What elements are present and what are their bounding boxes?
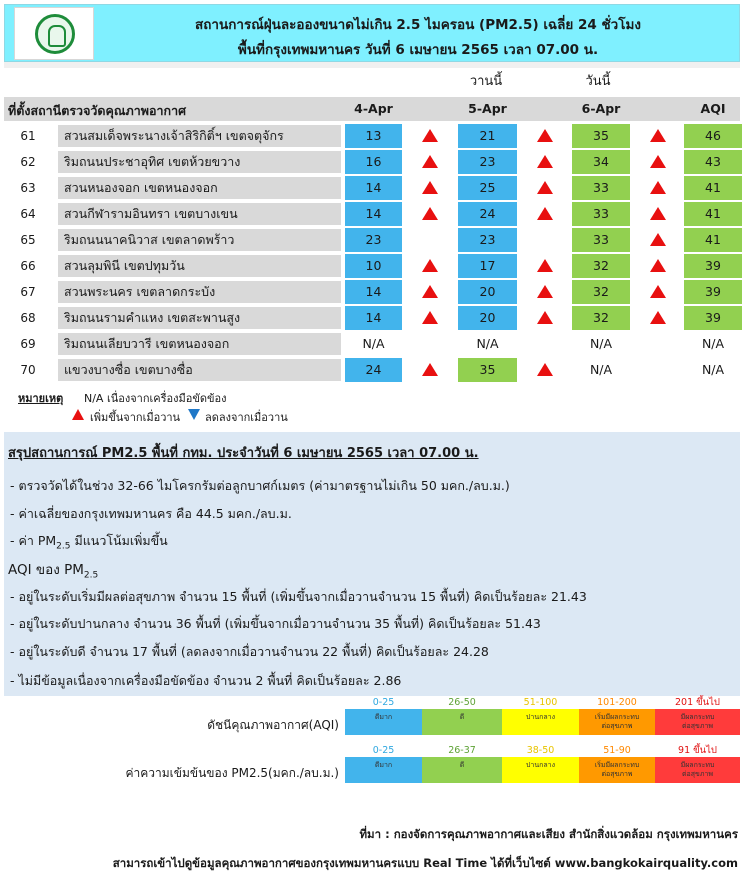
- pm-value-5-apr: 23: [458, 150, 517, 174]
- pm-range: 26-37: [448, 745, 476, 756]
- aqi-value: 41: [684, 202, 742, 226]
- note-key: หมายเหตุ: [18, 392, 64, 405]
- yesterday-label: วานนี้: [469, 74, 503, 89]
- increase-arrow-icon: [422, 129, 438, 142]
- pm-value-4-apr: 14: [345, 306, 402, 330]
- pm-value-6-apr: 32: [572, 280, 630, 304]
- aqi-value: N/A: [701, 336, 725, 351]
- trend-subscript: 2.5: [56, 541, 71, 552]
- pm-value-6-apr: N/A: [589, 336, 613, 351]
- station-name: ริมถนนเลียบวารี เขตหนองจอก: [58, 333, 341, 355]
- bma-logo: [14, 7, 94, 60]
- table-row: [4, 175, 740, 201]
- aqi-section-heading: [8, 558, 98, 581]
- level-label: ดี: [459, 761, 465, 769]
- pm-value-4-apr: 14: [345, 202, 402, 226]
- station-name: สวนสมเด็จพระนางเจ้าสิริกิติ์ฯ เขตจตุจักร: [58, 125, 341, 147]
- level-label-line2: ต่อสุขภาพ: [601, 770, 633, 778]
- increase-arrow-icon: [650, 155, 666, 168]
- row-number: 61: [20, 129, 36, 143]
- pm-value-4-apr: 24: [345, 358, 402, 382]
- pm-value-6-apr: N/A: [589, 362, 613, 377]
- summary-title: สรุปสถานการณ์ PM2.5 พื้นที่ กทม. ประจำวันที่ 6 เมษายน 2565 เวลา 07.00 น.: [8, 446, 479, 461]
- aqi-range: 26-50: [448, 697, 476, 708]
- station-name: สวนลุมพินี เขตปทุมวัน: [58, 255, 341, 277]
- pm-range: 91 ขึ้นไป: [678, 745, 717, 756]
- pm-level-box: [422, 757, 502, 783]
- aqi-range: 0-25: [372, 697, 395, 708]
- table-row: [4, 227, 740, 253]
- pm-value-6-apr: 33: [572, 176, 630, 200]
- aqi-level-box: [655, 709, 740, 735]
- row-number: 69: [20, 337, 36, 351]
- decrease-legend-label: ลดลงจากเมื่อวาน: [205, 411, 288, 424]
- station-name: ริมถนนประชาอุทิศ เขตห้วยขวาง: [58, 151, 341, 173]
- aqi-value: 43: [684, 150, 742, 174]
- today-label: วันนี้: [585, 74, 611, 89]
- increase-arrow-icon: [537, 129, 553, 142]
- increase-arrow-icon: [650, 233, 666, 246]
- pm-value-4-apr: 14: [345, 280, 402, 304]
- pm-value-5-apr: 17: [458, 254, 517, 278]
- row-number: 68: [20, 311, 36, 325]
- aqi-value: 41: [684, 176, 742, 200]
- station-name: สวนกีฬารามอินทรา เขตบางเขน: [58, 203, 341, 225]
- pm-value-5-apr: 35: [458, 358, 517, 382]
- station-name: ริมถนนรามคำแหง เขตสะพานสูง: [58, 307, 341, 329]
- pm-level-box: [655, 757, 740, 783]
- row-number: 62: [20, 155, 36, 169]
- pm-range: 38-50: [526, 745, 555, 756]
- pm-value-4-apr: N/A: [362, 336, 385, 351]
- increase-arrow-icon: [537, 363, 553, 376]
- pm-value-4-apr: 14: [345, 176, 402, 200]
- level-label-line2: ต่อสุขภาพ: [601, 722, 633, 730]
- pm-level-box: [579, 757, 655, 783]
- pm-value-4-apr: 13: [345, 124, 402, 148]
- aqi-value: 39: [684, 280, 742, 304]
- table-header: [4, 97, 740, 121]
- level-label: ปานกลาง: [525, 761, 556, 769]
- pm-scale-label: ค่าความเข้มข้นของ PM2.5(มคก./ลบ.ม.): [125, 766, 339, 780]
- report-subtitle: พื้นที่กรุงเทพมหานคร วันที่ 6 เมษายน 2565 เวลา 07.00 น.: [237, 42, 599, 58]
- aqi-heading-text: AQI ของ PM: [8, 562, 84, 578]
- row-number: 66: [20, 259, 36, 273]
- aqi-level-good: - อยู่ในระดับดี จำนวน 17 พื้นที่ (ลดลงจากเมื่อวานจำนวน 22 พื้นที่) คิดเป็นร้อยละ 24.28: [10, 644, 489, 659]
- pm-value-4-apr: 16: [345, 150, 402, 174]
- level-label-line2: ต่อสุขภาพ: [682, 770, 713, 778]
- aqi-value: 46: [684, 124, 742, 148]
- pm-value-6-apr: 35: [572, 124, 630, 148]
- summary-panel: [4, 432, 740, 696]
- pm-value-5-apr: 21: [458, 124, 517, 148]
- aqi-value: 41: [684, 228, 742, 252]
- increase-arrow-icon: [537, 259, 553, 272]
- pm-value-5-apr: 20: [458, 306, 517, 330]
- source-credit: ที่มา : กองจัดการคุณภาพอากาศและเสียง สำนักสิ่งแวดล้อม กรุงเทพมหานคร: [359, 827, 738, 841]
- increase-arrow-icon: [537, 207, 553, 220]
- table-row: [4, 123, 740, 149]
- pm-value-4-apr: 10: [345, 254, 402, 278]
- pm-value-6-apr: 33: [572, 228, 630, 252]
- increase-arrow-icon: [422, 207, 438, 220]
- pm-value-6-apr: 33: [572, 202, 630, 226]
- aqi-range: 101-200: [597, 697, 637, 708]
- increase-arrow-icon: [650, 129, 666, 142]
- level-label-line2: ต่อสุขภาพ: [682, 722, 713, 730]
- station-name: สวนพระนคร เขตลาดกระบัง: [58, 281, 341, 303]
- table-row: [4, 357, 740, 383]
- table-row: [4, 279, 740, 305]
- table-row: [4, 253, 740, 279]
- report-title: สถานการณ์ฝุ่นละอองขนาดไม่เกิน 2.5 ไมครอน (PM2.5) เฉลี่ย 24 ชั่วโมง: [194, 17, 641, 33]
- increase-legend-icon: [72, 409, 84, 420]
- increase-arrow-icon: [650, 285, 666, 298]
- index-scales: [4, 696, 740, 790]
- header-divider: [4, 62, 740, 68]
- aqi-heading-subscript: 2.5: [83, 570, 99, 581]
- aqi-level-box: [422, 709, 502, 735]
- trend-text: มีแนวโน้มเพิ่มขึ้น: [70, 533, 168, 548]
- aqi-value: N/A: [701, 362, 725, 377]
- table-row: [4, 331, 740, 357]
- pm-value-5-apr: 25: [458, 176, 517, 200]
- aqi-range: 201 ขึ้นไป: [675, 697, 720, 708]
- increase-arrow-icon: [537, 155, 553, 168]
- report-header: [4, 4, 740, 62]
- pm-level-box: [345, 757, 422, 783]
- aqi-level-box: [579, 709, 655, 735]
- increase-arrow-icon: [537, 285, 553, 298]
- aqi-level-moderate: - อยู่ในระดับปานกลาง จำนวน 36 พื้นที่ (เพิ่มขึ้นจากเมื่อวานจำนวน 35 พื้นที่) คิดเป็นร้อยละ 51.43: [10, 616, 541, 631]
- increase-arrow-icon: [422, 363, 438, 376]
- pm-value-5-apr: 23: [458, 228, 517, 252]
- increase-arrow-icon: [650, 207, 666, 220]
- aqi-scale-label: ดัชนีคุณภาพอากาศ(AQI): [207, 718, 339, 732]
- level-label: ปานกลาง: [525, 713, 556, 721]
- increase-legend-label: เพิ่มขึ้นจากเมื่อวาน: [90, 411, 181, 424]
- pm-value-5-apr: N/A: [476, 336, 499, 351]
- col-aqi: AQI: [700, 101, 726, 116]
- level-label: มีผลกระทบ: [680, 761, 715, 769]
- increase-arrow-icon: [422, 311, 438, 324]
- level-label: มีผลกระทบ: [680, 713, 715, 721]
- pm-value-5-apr: 24: [458, 202, 517, 226]
- level-label: ดี: [459, 713, 465, 721]
- aqi-range: 51-100: [523, 697, 558, 708]
- pm-value-4-apr: 23: [345, 228, 402, 252]
- level-label: ดีมาก: [374, 761, 393, 769]
- pm-value-6-apr: 34: [572, 150, 630, 174]
- increase-arrow-icon: [422, 155, 438, 168]
- increase-arrow-icon: [422, 285, 438, 298]
- table-note: [4, 384, 740, 424]
- increase-arrow-icon: [422, 181, 438, 194]
- summary-average: - ค่าเฉลี่ยของกรุงเทพมหานคร คือ 44.5 มคก./ลบ.ม.: [10, 506, 292, 521]
- col-5-apr: 5-Apr: [468, 101, 507, 116]
- aqi-value: 39: [684, 254, 742, 278]
- pm-value-6-apr: 32: [572, 306, 630, 330]
- aqi-level-no-data: - ไม่มีข้อมูลเนื่องจากเครื่องมือขัดข้อง จำนวน 2 พื้นที่ คิดเป็นร้อยละ 2.86: [10, 673, 402, 688]
- aqi-level-sensitive: - อยู่ในระดับเริ่มมีผลต่อสุขภาพ จำนวน 15 พื้นที่ (เพิ่มขึ้นจากเมื่อวานจำนวน 15 พื้นที่) คิดเป็นร้อยละ 21.43: [10, 589, 587, 604]
- row-number: 65: [20, 233, 36, 247]
- aqi-value: 39: [684, 306, 742, 330]
- row-number: 67: [20, 285, 36, 299]
- aqi-level-box: [502, 709, 579, 735]
- website-note: สามารถเข้าไปดูข้อมูลคุณภาพอากาศของกรุงเทพมหานครแบบ Real Time ได้ที่เว็บไซต์ www.bangkokairquality.com: [112, 856, 738, 870]
- trend-prefix: - ค่า PM: [10, 533, 57, 548]
- increase-arrow-icon: [537, 181, 553, 194]
- pm-range: 51-90: [603, 745, 631, 756]
- station-name: แขวงบางซื่อ เขตบางซื่อ: [58, 359, 341, 381]
- table-row: [4, 305, 740, 331]
- summary-range: - ตรวจวัดได้ในช่วง 32-66 ไมโครกรัมต่อลูกบาศก์เมตร (ค่ามาตรฐานไม่เกิน 50 มคก./ลบ.ม.): [10, 478, 510, 493]
- table-row: [4, 149, 740, 175]
- increase-arrow-icon: [650, 259, 666, 272]
- station-name: ริมถนนนาคนิวาส เขตลาดพร้าว: [58, 229, 341, 251]
- station-column-header: ที่ตั้งสถานีตรวจวัดคุณภาพอากาศ: [8, 103, 187, 118]
- level-label: เริ่มมีผลกระทบ: [594, 713, 640, 721]
- station-name: สวนหนองจอก เขตหนองจอก: [58, 177, 341, 199]
- pm-level-box: [502, 757, 579, 783]
- level-label: ดีมาก: [374, 713, 393, 721]
- aqi-level-box: [345, 709, 422, 735]
- table-row: [4, 201, 740, 227]
- increase-arrow-icon: [650, 311, 666, 324]
- pm-range: 0-25: [372, 745, 395, 756]
- row-number: 64: [20, 207, 36, 221]
- pm-value-6-apr: 32: [572, 254, 630, 278]
- pm-value-5-apr: 20: [458, 280, 517, 304]
- bma-seal-icon: [35, 14, 75, 54]
- note-text: N/A เนื่องจากเครื่องมือขัดข้อง: [84, 392, 227, 405]
- summary-trend: [10, 531, 168, 552]
- increase-arrow-icon: [422, 259, 438, 272]
- col-4-apr: 4-Apr: [354, 101, 393, 116]
- row-number: 70: [20, 363, 36, 377]
- col-6-apr: 6-Apr: [581, 101, 621, 116]
- increase-arrow-icon: [650, 181, 666, 194]
- increase-arrow-icon: [537, 311, 553, 324]
- decrease-legend-icon: [188, 409, 200, 420]
- row-number: 63: [20, 181, 36, 195]
- level-label: เริ่มมีผลกระทบ: [594, 761, 640, 769]
